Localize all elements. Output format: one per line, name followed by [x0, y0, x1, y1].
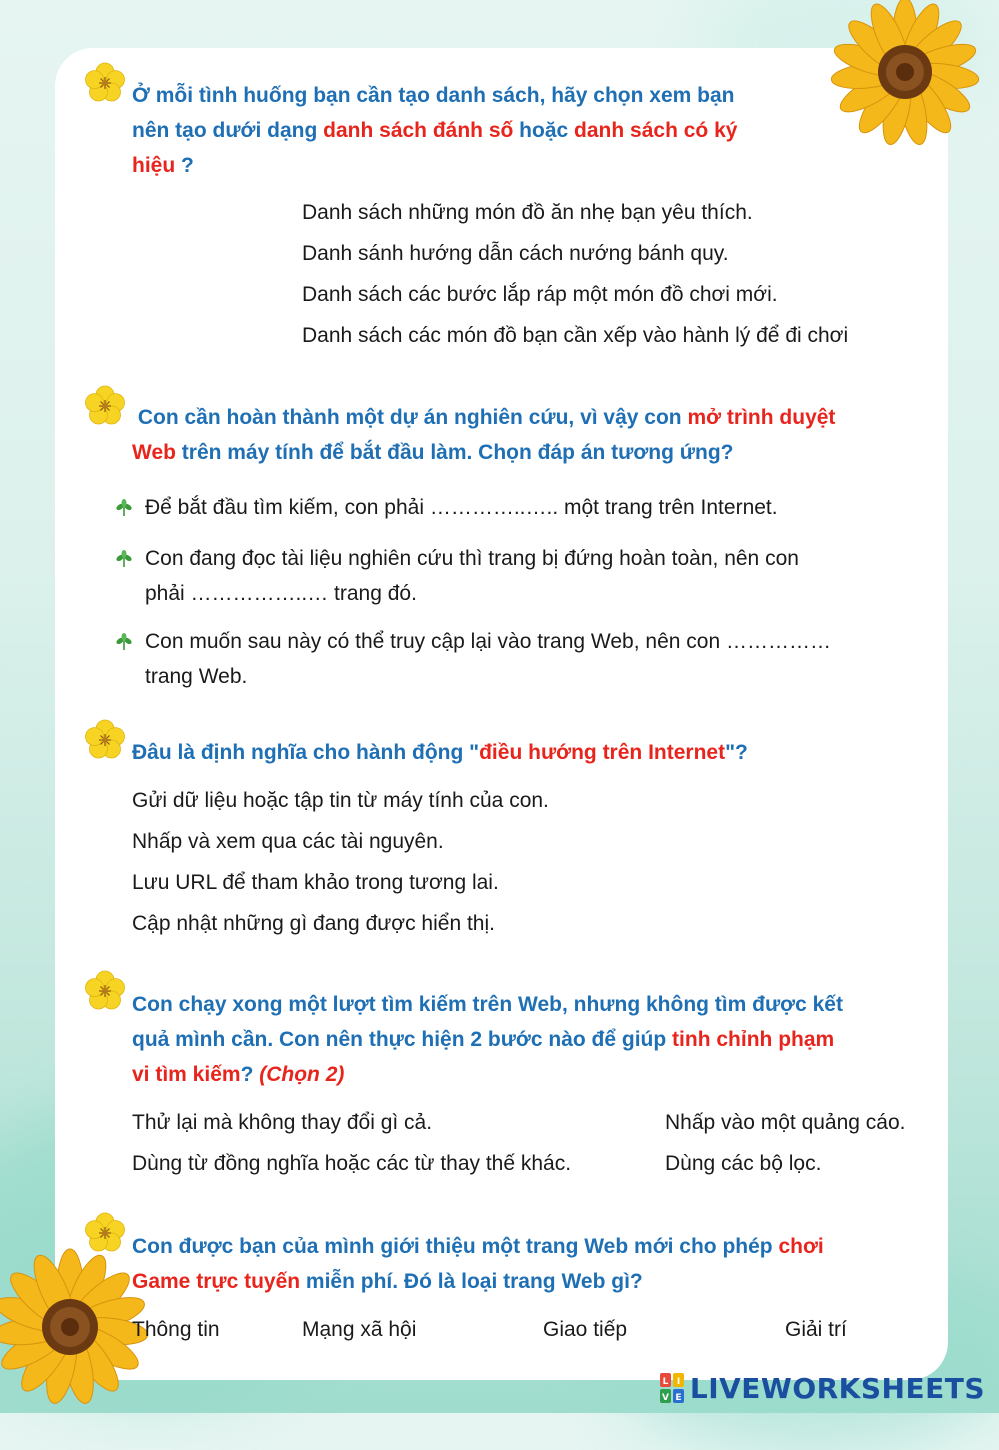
q2-item-2-line1: Con đang đọc tài liệu nghiên cứu thì trang bị đứng hoàn toàn, nên con [145, 547, 799, 570]
q4-option-1[interactable]: Thử lại mà không thay đổi gì cả. [132, 1111, 433, 1134]
question-3 [132, 735, 912, 770]
logo-letter: E [675, 1393, 682, 1403]
yellow-flower-icon [82, 717, 128, 763]
q2-item-2 [145, 541, 935, 611]
q4-highlight-1: tinh chỉnh phạm [672, 1028, 835, 1051]
q2-item-1-line1: Để bắt đầu tìm kiếm, con phải …………..….. một trang trên Internet. [145, 496, 778, 519]
q5-option-1[interactable]: Thông tin [132, 1318, 220, 1341]
q1-highlight-1: danh sách đánh số [323, 119, 514, 142]
q3-option-3[interactable]: Lưu URL để tham khảo trong tương lai. [132, 871, 499, 894]
q1-text-d: ? [175, 154, 194, 177]
liveworksheets-logo-icon [660, 1373, 684, 1403]
q2-item-2-line2: phải ……………..… trang đó. [145, 582, 417, 605]
logo-letter: I [676, 1377, 681, 1387]
q4-highlight-3: (Chọn 2) [259, 1063, 345, 1086]
q5-text-b: miễn phí. Đó là loại trang Web gì? [300, 1270, 643, 1293]
q5-option-3[interactable]: Giao tiếp [543, 1318, 628, 1341]
question-4 [132, 987, 932, 1092]
q5-option-2[interactable]: Mạng xã hội [302, 1318, 417, 1341]
q2-item-1 [145, 490, 935, 525]
q3-option-2[interactable]: Nhấp và xem qua các tài nguyên. [132, 830, 444, 853]
leaf-sprig-icon [114, 549, 134, 569]
q1-text-b: nên tạo dưới dạng [132, 119, 324, 142]
q5-option-4[interactable]: Giải trí [785, 1318, 847, 1341]
yellow-flower-icon [82, 968, 128, 1014]
q2-item-3-line2: trang Web. [145, 665, 248, 688]
yellow-flower-icon [82, 383, 128, 429]
q1-text-a: Ở mỗi tình huống bạn cần tạo danh sách, hãy chọn xem bạn [132, 84, 735, 107]
logo-letter: V [661, 1393, 669, 1403]
question-1 [132, 78, 852, 183]
q4-text-a: Con chạy xong một lượt tìm kiếm trên Web, nhưng không tìm được kết [132, 993, 843, 1016]
q4-text-b: quả mình cần. Con nên thực hiện 2 bước nào để giúp [132, 1028, 673, 1051]
q5-highlight-2: Game trực tuyến [132, 1270, 301, 1293]
q4-option-2[interactable]: Nhấp vào một quảng cáo. [665, 1111, 906, 1134]
q5-highlight-1: chơi [778, 1235, 824, 1258]
q3-text-a: Đâu là định nghĩa cho hành động " [132, 741, 480, 764]
q1-option-1[interactable]: Danh sách những món đồ ăn nhẹ bạn yêu thích. [302, 201, 753, 224]
q2-highlight-1: mở trình duyệt [687, 406, 836, 429]
leaf-sprig-icon [114, 632, 134, 652]
q3-option-1[interactable]: Gửi dữ liệu hoặc tập tin từ máy tính của con. [132, 789, 549, 812]
q2-text-a-body: Con cần hoàn thành một dự án nghiên cứu, vì vậy con [137, 406, 688, 429]
question-2 [132, 400, 932, 470]
logo-letter: L [662, 1377, 669, 1387]
q2-highlight-2: Web [132, 441, 176, 464]
q3-text-b: "? [725, 741, 748, 764]
q1-option-2[interactable]: Danh sánh hướng dẫn cách nướng bánh quy. [302, 242, 729, 265]
question-5 [132, 1229, 932, 1299]
brand-name: LIVEWORKSHEETS [689, 1371, 985, 1405]
leaf-sprig-icon [114, 498, 134, 518]
q3-option-4[interactable]: Cập nhật những gì đang được hiển thị. [132, 912, 495, 935]
q2-item-3 [145, 624, 945, 694]
q2-item-3-line1: Con muốn sau này có thể truy cập lại vào trang Web, nên con …………… [145, 630, 831, 653]
q4-option-4[interactable]: Dùng các bộ lọc. [665, 1152, 822, 1175]
sunflower-icon [830, 0, 980, 150]
q4-option-3[interactable]: Dùng từ đồng nghĩa hoặc các từ thay thế khác. [132, 1152, 572, 1175]
q2-text-b: trên máy tính để bắt đầu làm. Chọn đáp án tương ứng? [175, 441, 734, 464]
liveworksheets-brand[interactable] [660, 1368, 985, 1408]
q4-text-c: ? [240, 1063, 260, 1086]
q1-option-3[interactable]: Danh sách các bước lắp ráp một món đồ chơi mới. [302, 283, 778, 306]
q5-text-a: Con được bạn của mình giới thiệu một trang Web mới cho phép [132, 1235, 779, 1258]
yellow-flower-icon [82, 1210, 128, 1256]
q1-highlight-2: danh sách có ký [574, 119, 738, 142]
q3-highlight-1: điều hướng trên Internet [479, 741, 726, 764]
q1-option-4[interactable]: Danh sách các món đồ bạn cần xếp vào hành lý để đi chơi [302, 324, 849, 347]
q1-highlight-3: hiệu [132, 154, 176, 177]
q4-highlight-2: vi tìm kiếm [132, 1063, 241, 1086]
yellow-flower-icon [82, 60, 128, 106]
q1-text-c: hoặc [513, 119, 575, 142]
